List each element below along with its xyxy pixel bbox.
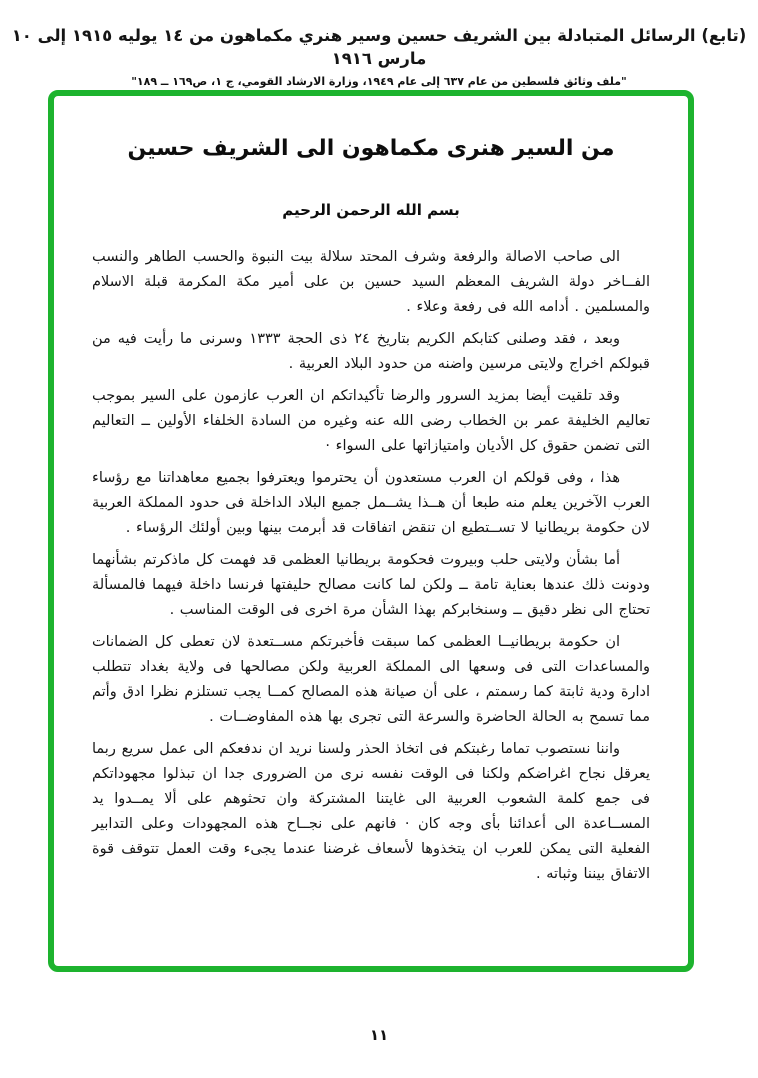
document-source-note: "ملف وثائق فلسطين من عام ٦٣٧ إلى عام ١٩٤٩، وزارة الارشاد القومي، ج ١، ص١٦٩ ــ ١٨٩" [131, 75, 627, 89]
document-header [0, 24, 758, 88]
letter-paragraph-5: أما بشأن ولايتى حلب وبيروت فحكومة بريطانيا العظمى قد فهمت كل ماذكرتم بشأنهما ودونت ذلك عندها بعناية تامة ــ ولكن لما كانت مصالح حليفتها فرنسا داخلة فيهما فالمسألة تحتاج الى نظر دقيق ــ وسنخابركم بهذا الشأن مرة اخرى فى الوقت المناسب . [92, 552, 650, 618]
letter-paragraph-1: الى صاحب الاصالة والرفعة وشرف المحتد سلالة بيت النبوة والحسب الطاهر والنسب الفــاخر دولة الشريف المعظم السيد حسين بن على أمير مكة المكرمة قبلة الاسلام والمسلمين . أدامه الله فى رفعة وعلاء . [92, 249, 650, 315]
letter-paragraph-6: ان حكومة بريطانيــا العظمى كما سبقت فأخبرتكم مســتعدة لان تعطى كل الضمانات والمساعدات التى فى وسعها الى المملكة العربية ولكن مصالحها فى ولاية بغداد تتطلب ادارة ودية ثابتة كما رسمتم ، على أن صيانة هذه المصالح كمــا يجب تستلزم نظرا ادق وأتم مما تسمح به الحالة الحاضرة والسرعة التى تجرى بها هذه المفاوضــات . [92, 634, 650, 725]
letter-paragraph-4: هذا ، وفى قولكم ان العرب مستعدون أن يحترموا ويعترفوا بجميع معاهداتنا مع رؤساء العرب الآخرين يعلم منه طبعا أن هــذا يشــمل جميع البلاد الداخلة فى حدود المملكة العربية لان حكومة بريطانيا لا تســتطيع ان تنقض اتفاقات قد أبرمت بينها وبين أولئك الرؤساء . [92, 470, 650, 536]
letter-highlight-box [48, 90, 694, 972]
page-number: ١١ [369, 1026, 389, 1044]
document-header-title: (تابع) الرسائل المتبادلة بين الشريف حسين وسير هنري مكماهون من ١٤ يوليه ١٩١٥ إلى ١٠ مارس ١٩١٦ [11, 26, 747, 69]
letter-paragraphs [92, 245, 650, 887]
letter-paragraph-7: واننا نستصوب تماما رغبتكم فى اتخاذ الحذر ولسنا نريد ان ندفعكم الى عمل سريع ربما يعرقل نجاح اغراضكم ولكنا فى الوقت نفسه نرى من الضرورى جدا ان تبذلوا مجهوداتكم فى جمع كلمة الشعوب العربية الى غايتنا المشتركة وان تحثوهم على ألا يمــدوا يد المســاعدة الى أعدائنا بأى وجه كان · فانهم على نجــاح هذه المجهودات وعلى التدابير الفعلية التى يمكن للعرب ان يتخذوها لأسعاف غرضنا عندما يجىء وقت العمل تتوقف قوة الاتفاق بيننا وثباته . [92, 741, 650, 882]
letter-title: من السير هنرى مكماهون الى الشريف حسين [127, 136, 615, 161]
letter-paragraph-2: وبعد ، فقد وصلنى كتابكم الكريم بتاريخ ٢٤ ذى الحجة ١٣٣٣ وسرنى ما رأيت فيه من قبولكم اخراج ولايتى مرسين واضنه من حدود البلاد العربية . [92, 331, 650, 372]
letter-body [54, 96, 688, 966]
letter-paragraph-3: وقد تلقيت أيضا بمزيد السرور والرضا تأكيداتكم ان العرب عازمون على السير بموجب تعاليم الخليفة عمر بن الخطاب رضى الله عنه وغيره من السادة الخلفاء الأولين ــ التعاليم التى تضمن حقوق كل الأديان وامتيازاتها على السواء · [92, 388, 650, 454]
basmala-line: بسم الله الرحمن الرحيم [282, 201, 460, 219]
